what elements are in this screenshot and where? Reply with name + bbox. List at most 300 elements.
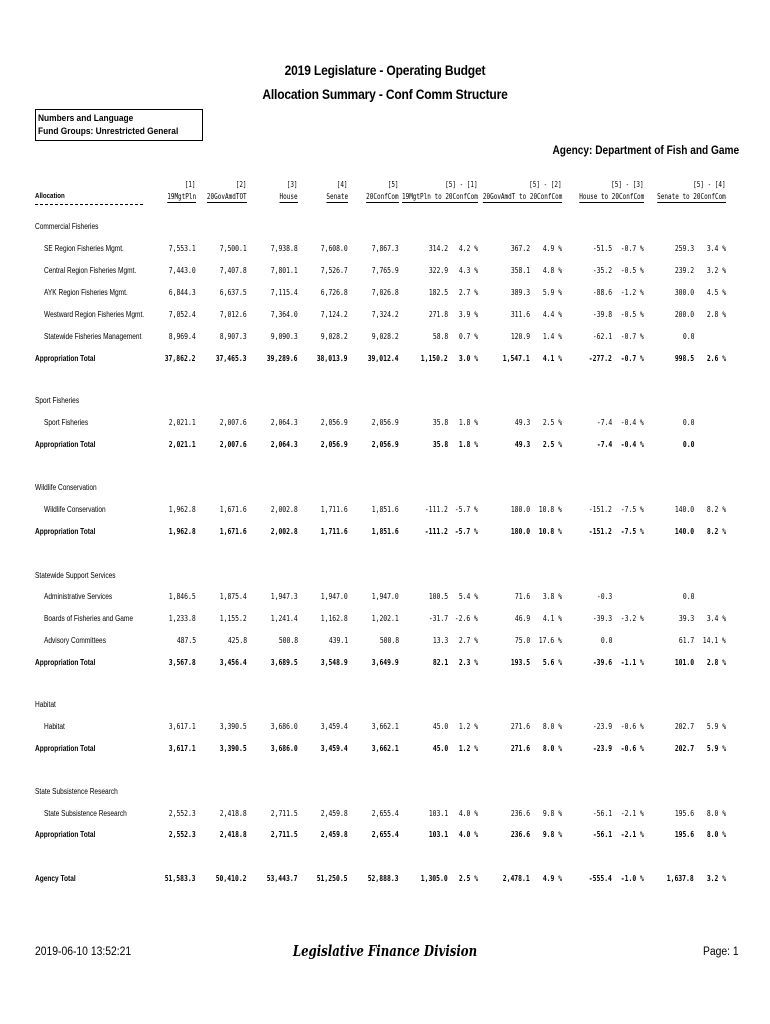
table-row-col-10: 0.0 [600, 636, 612, 645]
appropriation-total-col-9: 8.0 % [542, 744, 562, 753]
table-row-col-1: 2,021.1 [169, 418, 196, 427]
agency-total-col-4: 51,250.5 [317, 874, 348, 883]
table-row-col-2: 3,390.5 [220, 722, 247, 731]
table-row-col-6: 13.3 [432, 636, 448, 645]
table-row-col-6: -31.7 [428, 614, 448, 623]
appropriation-total-col-4: 1,711.6 [321, 527, 348, 536]
table-row-col-7: 4.3 % [458, 266, 478, 275]
appropriation-total-label: Appropriation Total [35, 527, 96, 536]
column-header-d4 [657, 192, 726, 202]
agency-total-col-6: 1,305.0 [421, 874, 448, 883]
table-row-col-7: 0.7 % [458, 332, 478, 341]
info-box [35, 109, 203, 141]
appropriation-total-col-5: 1,851.6 [372, 527, 399, 536]
table-row-col-7: 5.4 % [458, 592, 478, 601]
table-row-col-12: 200.0 [674, 310, 694, 319]
table-row-col-12: 202.7 [674, 722, 694, 731]
appropriation-total-col-1: 2,552.3 [169, 830, 196, 839]
table-row-col-10: -23.9 [592, 722, 612, 731]
column-header-c2 [207, 192, 247, 202]
table-row-col-9: 4.9 % [542, 244, 562, 253]
table-row-col-2: 8,907.3 [220, 332, 247, 341]
appropriation-total-col-9: 10.8 % [538, 527, 562, 536]
appropriation-total-col-11: -7.5 % [620, 527, 644, 536]
column-header-d2 [483, 192, 562, 202]
table-row-col-6: 182.5 [428, 288, 448, 297]
appropriation-total-col-12: 195.6 [674, 830, 694, 839]
table-row-col-5: 7,867.3 [372, 244, 399, 253]
report-title: 2019 Legislature - Operating Budget [284, 62, 486, 78]
appropriation-total-col-8: 1,547.1 [503, 354, 530, 363]
column-header-d1-label: 19MgtPln to 20ConfCom [402, 192, 478, 201]
table-row-col-11: -0.5 % [620, 266, 644, 275]
appropriation-total-col-13: 5.9 % [706, 744, 726, 753]
appropriation-total-col-8: 49.3 [514, 440, 530, 449]
table-row-col-9: 4.1 % [542, 614, 562, 623]
appropriation-total-col-11: -0.6 % [620, 744, 644, 753]
agency-total-col-10: -555.4 [588, 874, 612, 883]
table-row-col-11: -1.2 % [620, 288, 644, 297]
table-row-col-2: 7,012.6 [220, 310, 247, 319]
appropriation-total-col-10: -151.2 [588, 527, 612, 536]
appropriation-total-col-2: 1,671.6 [220, 527, 247, 536]
table-row-col-6: 314.2 [428, 244, 448, 253]
appropriation-total-col-1: 2,021.1 [169, 440, 196, 449]
table-row-col-1: 487.5 [176, 636, 196, 645]
appropriation-total-col-12: 101.0 [674, 658, 694, 667]
table-row-label: Advisory Committees [44, 636, 106, 645]
table-row-col-7: 4.2 % [458, 244, 478, 253]
table-row-col-5: 2,655.4 [372, 809, 399, 818]
table-row-col-1: 1,233.8 [169, 614, 196, 623]
table-row-col-1: 1,962.8 [169, 505, 196, 514]
column-header-allocation-label: Allocation [35, 191, 65, 200]
table-row-label: AYK Region Fisheries Mgmt. [44, 288, 128, 297]
appropriation-total-label: Appropriation Total [35, 658, 96, 667]
column-header-d1 [402, 192, 478, 202]
appropriation-total-col-1: 37,862.2 [165, 354, 196, 363]
section-heading: Habitat [35, 700, 56, 709]
table-row-col-13: 3.4 % [706, 244, 726, 253]
column-header-underline [35, 204, 143, 205]
table-row-col-2: 2,007.6 [220, 418, 247, 427]
table-row-col-13: 5.9 % [706, 722, 726, 731]
table-row-col-2: 1,671.6 [220, 505, 247, 514]
table-row-col-9: 5.9 % [542, 288, 562, 297]
table-row-col-1: 7,443.0 [169, 266, 196, 275]
appropriation-total-col-6: 35.8 [432, 440, 448, 449]
table-row-col-10: -35.2 [592, 266, 612, 275]
appropriation-total-col-1: 3,617.1 [169, 744, 196, 753]
column-header-d3 [579, 192, 644, 202]
appropriation-total-col-2: 3,456.4 [220, 658, 247, 667]
column-header-allocation [35, 191, 71, 201]
table-row-col-9: 3.8 % [542, 592, 562, 601]
table-row-col-10: -56.1 [592, 809, 612, 818]
appropriation-total-col-7: 1.8 % [458, 440, 478, 449]
table-row-col-12: 39.3 [678, 614, 694, 623]
appropriation-total-col-6: -111.2 [424, 527, 448, 536]
column-header-c2-label: 20GovAmdTOT [207, 192, 247, 201]
appropriation-total-col-2: 2,007.6 [220, 440, 247, 449]
appropriation-total-label: Appropriation Total [35, 354, 96, 363]
report-subtitle: Allocation Summary - Conf Comm Structure [262, 86, 508, 102]
appropriation-total-col-7: 2.3 % [458, 658, 478, 667]
table-row-col-5: 9,028.2 [372, 332, 399, 341]
table-row-col-9: 4.4 % [542, 310, 562, 319]
column-header-d3-index: [5] - [3] [611, 180, 644, 189]
table-row-label: Boards of Fisheries and Game [44, 614, 133, 623]
table-row-col-6: 103.1 [428, 809, 448, 818]
table-row-col-3: 2,002.8 [271, 505, 298, 514]
column-header-d2-index: [5] - [2] [529, 180, 562, 189]
table-row-col-4: 439.1 [328, 636, 348, 645]
table-row-col-11: -3.2 % [620, 614, 644, 623]
table-row-col-7: -5.7 % [454, 505, 478, 514]
table-row-col-3: 7,938.8 [271, 244, 298, 253]
table-row-col-8: 271.6 [510, 722, 530, 731]
agency-total-col-13: 3.2 % [706, 874, 726, 883]
table-row-col-13: 2.8 % [706, 310, 726, 319]
agency-total-col-9: 4.9 % [542, 874, 562, 883]
appropriation-total-col-9: 5.6 % [542, 658, 562, 667]
section-heading: State Subsistence Research [35, 787, 118, 796]
table-row-col-9: 4.8 % [542, 266, 562, 275]
table-row-col-2: 1,155.2 [220, 614, 247, 623]
column-header-c1 [167, 192, 196, 202]
appropriation-total-col-9: 9.8 % [542, 830, 562, 839]
agency-total-col-1: 51,583.3 [165, 874, 196, 883]
table-row-col-10: -0.3 [596, 592, 612, 601]
section-heading: Statewide Support Services [35, 571, 116, 580]
table-row-col-13: 14.1 % [702, 636, 726, 645]
table-row-col-7: 2.7 % [458, 636, 478, 645]
table-row-col-1: 2,552.3 [169, 809, 196, 818]
table-row-col-9: 17.6 % [538, 636, 562, 645]
table-row-col-4: 7,608.0 [321, 244, 348, 253]
footer-page-number: Page: 1 [703, 946, 739, 958]
table-row-col-10: -51.5 [592, 244, 612, 253]
table-row-col-6: 58.8 [432, 332, 448, 341]
appropriation-total-col-12: 0.0 [682, 440, 694, 449]
table-row-col-9: 1.4 % [542, 332, 562, 341]
table-row-col-6: 100.5 [428, 592, 448, 601]
appropriation-total-col-10: -39.6 [592, 658, 612, 667]
table-row-col-5: 3,662.1 [372, 722, 399, 731]
agency-total-col-7: 2.5 % [458, 874, 478, 883]
table-row-col-7: 2.7 % [458, 288, 478, 297]
table-row-col-11: -0.5 % [620, 310, 644, 319]
table-row-col-8: 367.2 [510, 244, 530, 253]
appropriation-total-col-4: 3,548.9 [321, 658, 348, 667]
appropriation-total-label: Appropriation Total [35, 744, 96, 753]
table-row-col-12: 259.3 [674, 244, 694, 253]
table-row-label: Sport Fisheries [44, 418, 89, 427]
table-row-col-11: -7.5 % [620, 505, 644, 514]
table-row-col-2: 6,637.5 [220, 288, 247, 297]
appropriation-total-col-2: 2,418.8 [220, 830, 247, 839]
table-row-col-11: -0.7 % [620, 244, 644, 253]
table-row-col-1: 7,052.4 [169, 310, 196, 319]
table-row-col-9: 9.8 % [542, 809, 562, 818]
appropriation-total-label: Appropriation Total [35, 830, 96, 839]
table-row-col-12: 195.6 [674, 809, 694, 818]
table-row-label: Habitat [44, 722, 65, 731]
table-row-col-11: -0.7 % [620, 332, 644, 341]
table-row-col-10: -39.8 [592, 310, 612, 319]
table-row-col-4: 3,459.4 [321, 722, 348, 731]
column-header-d2-label: 20GovAmdT to 20ConfCom [482, 192, 562, 201]
column-header-c3 [280, 192, 298, 202]
table-row-col-2: 2,418.8 [220, 809, 247, 818]
appropriation-total-col-7: 3.0 % [458, 354, 478, 363]
table-row-col-1: 3,617.1 [169, 722, 196, 731]
table-row-col-8: 358.1 [510, 266, 530, 275]
appropriation-total-col-2: 3,390.5 [220, 744, 247, 753]
table-row-col-8: 49.3 [514, 418, 530, 427]
agency-total-col-3: 53,443.7 [267, 874, 298, 883]
table-row-col-3: 7,801.1 [271, 266, 298, 275]
table-row-col-3: 2,711.5 [271, 809, 298, 818]
table-row-col-13: 8.0 % [706, 809, 726, 818]
column-header-c1-label: 19MgtPln [167, 192, 196, 201]
appropriation-total-col-8: 271.6 [510, 744, 530, 753]
table-row-col-3: 7,115.4 [271, 288, 298, 297]
table-row-col-8: 75.0 [514, 636, 530, 645]
appropriation-total-col-5: 2,655.4 [372, 830, 399, 839]
table-row-col-12: 0.0 [682, 592, 694, 601]
table-row-col-10: -62.1 [592, 332, 612, 341]
table-row-col-6: 322.9 [428, 266, 448, 275]
appropriation-total-col-7: 4.0 % [458, 830, 478, 839]
table-row-col-6: 45.0 [432, 722, 448, 731]
table-row-col-9: 2.5 % [542, 418, 562, 427]
appropriation-total-col-6: 103.1 [428, 830, 448, 839]
table-row-col-8: 120.9 [510, 332, 530, 341]
table-row-col-12: 140.0 [674, 505, 694, 514]
column-header-d1-index: [5] - [1] [445, 180, 478, 189]
column-header-c2-index: [2] [236, 180, 247, 189]
appropriation-total-col-8: 236.6 [510, 830, 530, 839]
table-row-col-5: 1,202.1 [372, 614, 399, 623]
appropriation-total-col-11: -2.1 % [620, 830, 644, 839]
appropriation-total-col-9: 2.5 % [542, 440, 562, 449]
table-row-col-9: 8.0 % [542, 722, 562, 731]
agency-total-col-11: -1.0 % [620, 874, 644, 883]
footer-date: 2019-06-10 13:52:21 [35, 946, 132, 958]
column-header-c3-label: House [279, 192, 298, 201]
table-row-col-2: 7,407.8 [220, 266, 247, 275]
table-row-col-8: 236.6 [510, 809, 530, 818]
table-row-col-1: 6,844.3 [169, 288, 196, 297]
table-row-col-5: 2,056.9 [372, 418, 399, 427]
table-row-col-11: -2.1 % [620, 809, 644, 818]
appropriation-total-col-10: -7.4 [596, 440, 612, 449]
column-header-d4-label: Senate to 20ConfCom [657, 192, 726, 201]
table-row-col-5: 7,765.9 [372, 266, 399, 275]
agency-total-col-5: 52,888.3 [368, 874, 399, 883]
table-row-col-11: -0.4 % [620, 418, 644, 427]
table-row-col-4: 2,459.8 [321, 809, 348, 818]
table-row-col-12: 0.0 [682, 418, 694, 427]
table-row-col-3: 7,364.0 [271, 310, 298, 319]
table-row-col-8: 311.6 [510, 310, 530, 319]
table-row-col-7: 3.9 % [458, 310, 478, 319]
table-row-col-4: 6,726.8 [321, 288, 348, 297]
appropriation-total-col-3: 2,711.5 [271, 830, 298, 839]
table-row-col-13: 4.5 % [706, 288, 726, 297]
column-header-c1-index: [1] [185, 180, 196, 189]
table-row-col-5: 7,026.8 [372, 288, 399, 297]
table-row-col-10: -39.3 [592, 614, 612, 623]
agency-total-col-12: 1,637.8 [667, 874, 694, 883]
table-row-col-3: 9,090.3 [271, 332, 298, 341]
agency-name: Agency: Department of Fish and Game [552, 145, 739, 157]
table-row-col-7: 1.2 % [458, 722, 478, 731]
appropriation-total-col-5: 2,056.9 [372, 440, 399, 449]
table-row-col-9: 10.8 % [538, 505, 562, 514]
appropriation-total-col-13: 8.2 % [706, 527, 726, 536]
appropriation-total-col-4: 2,056.9 [321, 440, 348, 449]
table-row-col-1: 8,969.4 [169, 332, 196, 341]
table-row-col-3: 500.8 [278, 636, 298, 645]
table-row-col-5: 7,324.2 [372, 310, 399, 319]
appropriation-total-col-7: 1.2 % [458, 744, 478, 753]
column-header-c5 [366, 192, 399, 202]
appropriation-total-col-3: 39,289.6 [267, 354, 298, 363]
appropriation-total-col-3: 3,686.0 [271, 744, 298, 753]
appropriation-total-col-4: 3,459.4 [321, 744, 348, 753]
table-row-col-4: 7,526.7 [321, 266, 348, 275]
table-row-col-8: 71.6 [514, 592, 530, 601]
section-heading: Commercial Fisheries [35, 222, 99, 231]
table-row-col-4: 9,028.2 [321, 332, 348, 341]
appropriation-total-col-2: 37,465.3 [216, 354, 247, 363]
table-row-label: Central Region Fisheries Mgmt. [44, 266, 137, 275]
table-row-col-7: -2.6 % [454, 614, 478, 623]
table-row-col-1: 1,846.5 [169, 592, 196, 601]
table-row-col-4: 2,056.9 [321, 418, 348, 427]
table-row-col-6: -111.2 [424, 505, 448, 514]
appropriation-total-col-12: 202.7 [674, 744, 694, 753]
appropriation-total-col-8: 193.5 [510, 658, 530, 667]
table-row-col-5: 1,947.0 [372, 592, 399, 601]
column-header-d4-index: [5] - [4] [693, 180, 726, 189]
column-header-d3-label: House to 20ConfCom [578, 192, 644, 201]
appropriation-total-col-10: -56.1 [592, 830, 612, 839]
table-row-label: Statewide Fisheries Management [44, 332, 142, 341]
appropriation-total-col-4: 2,459.8 [321, 830, 348, 839]
table-row-col-3: 1,947.3 [271, 592, 298, 601]
table-row-col-12: 61.7 [678, 636, 694, 645]
appropriation-total-col-8: 180.0 [510, 527, 530, 536]
column-header-c5-label: 20ConfCom [366, 192, 399, 201]
appropriation-total-col-4: 38,013.9 [317, 354, 348, 363]
appropriation-total-col-6: 45.0 [432, 744, 448, 753]
table-row-col-4: 1,711.6 [321, 505, 348, 514]
table-row-col-13: 8.2 % [706, 505, 726, 514]
appropriation-total-col-10: -277.2 [588, 354, 612, 363]
appropriation-total-col-12: 998.5 [674, 354, 694, 363]
appropriation-total-label: Appropriation Total [35, 440, 96, 449]
table-row-col-5: 500.8 [379, 636, 399, 645]
appropriation-total-col-11: -0.4 % [620, 440, 644, 449]
table-row-label: Wildlife Conservation [44, 505, 106, 514]
table-row-label: Administrative Services [44, 592, 113, 601]
info-line-fund-groups: Fund Groups: Unrestricted General [38, 126, 179, 137]
table-row-col-13: 3.4 % [706, 614, 726, 623]
column-header-c4-index: [4] [337, 180, 348, 189]
column-header-c4 [326, 192, 348, 202]
table-row-col-6: 271.8 [428, 310, 448, 319]
table-row-col-2: 425.8 [227, 636, 247, 645]
appropriation-total-col-3: 2,002.8 [271, 527, 298, 536]
section-heading: Wildlife Conservation [35, 483, 97, 492]
agency-total-label: Agency Total [35, 874, 76, 883]
table-row-col-5: 1,851.6 [372, 505, 399, 514]
appropriation-total-col-12: 140.0 [674, 527, 694, 536]
table-row-label: SE Region Fisheries Mgmt. [44, 244, 124, 253]
table-row-col-4: 7,124.2 [321, 310, 348, 319]
appropriation-total-col-6: 1,150.2 [421, 354, 448, 363]
table-row-col-8: 389.3 [510, 288, 530, 297]
table-row-col-11: -0.6 % [620, 722, 644, 731]
section-heading: Sport Fisheries [35, 396, 80, 405]
table-row-col-8: 180.0 [510, 505, 530, 514]
table-row-col-4: 1,947.0 [321, 592, 348, 601]
column-header-c4-label: Senate [326, 192, 348, 201]
appropriation-total-col-3: 2,064.3 [271, 440, 298, 449]
appropriation-total-col-10: -23.9 [592, 744, 612, 753]
table-row-col-4: 1,162.8 [321, 614, 348, 623]
appropriation-total-col-13: 8.0 % [706, 830, 726, 839]
column-header-c5-index: [5] [388, 180, 399, 189]
table-row-col-3: 1,241.4 [271, 614, 298, 623]
table-row-col-6: 35.8 [432, 418, 448, 427]
appropriation-total-col-11: -1.1 % [620, 658, 644, 667]
footer-division: Legislative Finance Division [292, 942, 478, 960]
appropriation-total-col-13: 2.8 % [706, 658, 726, 667]
appropriation-total-col-9: 4.1 % [542, 354, 562, 363]
table-row-col-7: 4.0 % [458, 809, 478, 818]
table-row-col-13: 3.2 % [706, 266, 726, 275]
table-row-col-10: -88.6 [592, 288, 612, 297]
table-row-col-3: 3,686.0 [271, 722, 298, 731]
agency-total-col-8: 2,478.1 [503, 874, 530, 883]
table-row-col-1: 7,553.1 [169, 244, 196, 253]
table-row-col-12: 0.0 [682, 332, 694, 341]
info-line-numbers: Numbers and Language [38, 113, 134, 124]
appropriation-total-col-1: 3,567.8 [169, 658, 196, 667]
table-row-col-12: 300.0 [674, 288, 694, 297]
table-row-col-12: 239.2 [674, 266, 694, 275]
column-header-c3-index: [3] [287, 180, 298, 189]
appropriation-total-col-7: -5.7 % [454, 527, 478, 536]
table-row-label: Westward Region Fisheries Mgmt. [44, 310, 145, 319]
table-row-col-2: 7,500.1 [220, 244, 247, 253]
table-row-col-7: 1.8 % [458, 418, 478, 427]
appropriation-total-col-5: 39,012.4 [368, 354, 399, 363]
appropriation-total-col-5: 3,662.1 [372, 744, 399, 753]
appropriation-total-col-11: -0.7 % [620, 354, 644, 363]
appropriation-total-col-13: 2.6 % [706, 354, 726, 363]
appropriation-total-col-5: 3,649.9 [372, 658, 399, 667]
appropriation-total-col-1: 1,962.8 [169, 527, 196, 536]
table-row-col-2: 1,875.4 [220, 592, 247, 601]
table-row-label: State Subsistence Research [44, 809, 127, 818]
appropriation-total-col-6: 82.1 [432, 658, 448, 667]
table-row-col-10: -151.2 [588, 505, 612, 514]
